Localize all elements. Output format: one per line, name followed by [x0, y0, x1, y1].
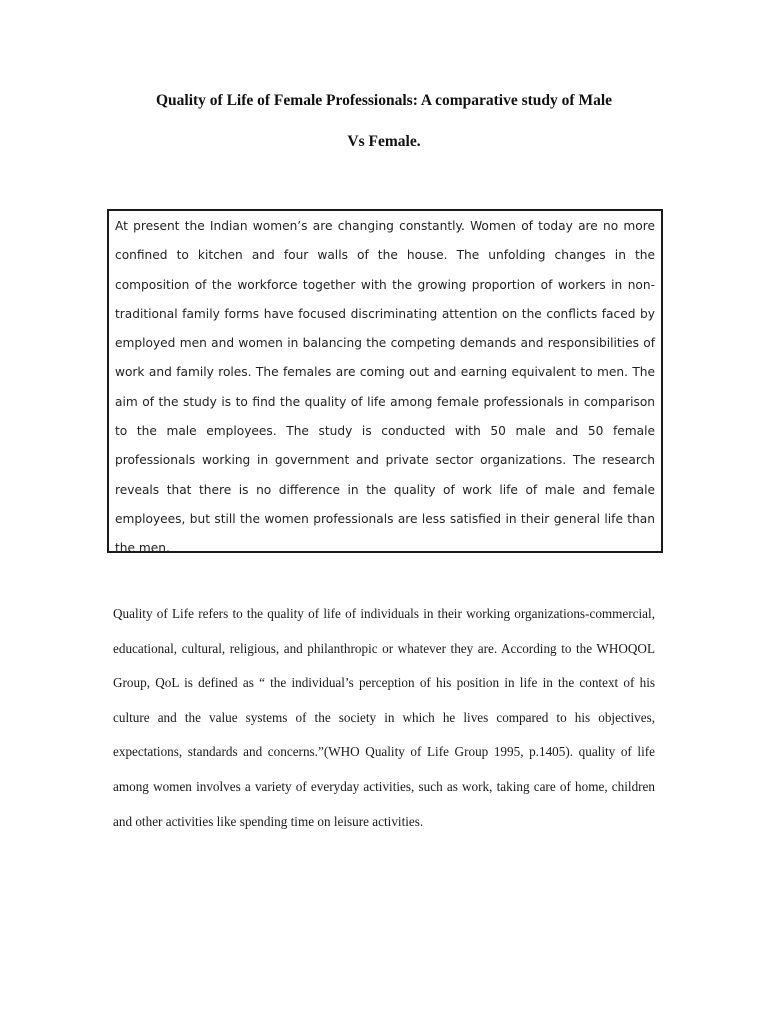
- abstract-box: [107, 209, 663, 556]
- document-title-line-2: Vs Female.: [347, 133, 421, 150]
- body-paragraph: Quality of Life refers to the quality of life of individuals in their working organizations-commercial, educational, cultural, religious, and philanthropic or whatever they are. According to the WHOQOL Group, QoL is defined as “ the individual’s perception of his position in life in the context of his culture and the value systems of the society in which he lives compared to his objectives, expectations, standards and concerns.”(WHO Quality of Life Group 1995, p.1405). quality of life among women involves a variety of everyday activities, such as work, taking care of home, children and other activities like spending time on leisure activities.: [113, 606, 655, 829]
- document-title-line-1: Quality of Life of Female Professionals: A comparative study of Male: [155, 92, 613, 109]
- abstract-text: At present the Indian women’s are changing constantly. Women of today are no more confined to kitchen and four walls of the house. The unfolding changes in the composition of the workforce together with the growing proportion of workers in non-traditional family forms have focused discriminating attention on the conflicts faced by employed men and women in balancing the competing demands and responsibilities of work and family roles. The females are coming out and earning equivalent to men. The aim of the study is to find the quality of life among female professionals in comparison to the male employees. The study is conducted with 50 male and 50 female professionals working in government and private sector organizations. The research reveals that there is no difference in the quality of work life of male and female employees, but still the women professionals are less satisfied in their general life than the men.: [115, 219, 655, 556]
